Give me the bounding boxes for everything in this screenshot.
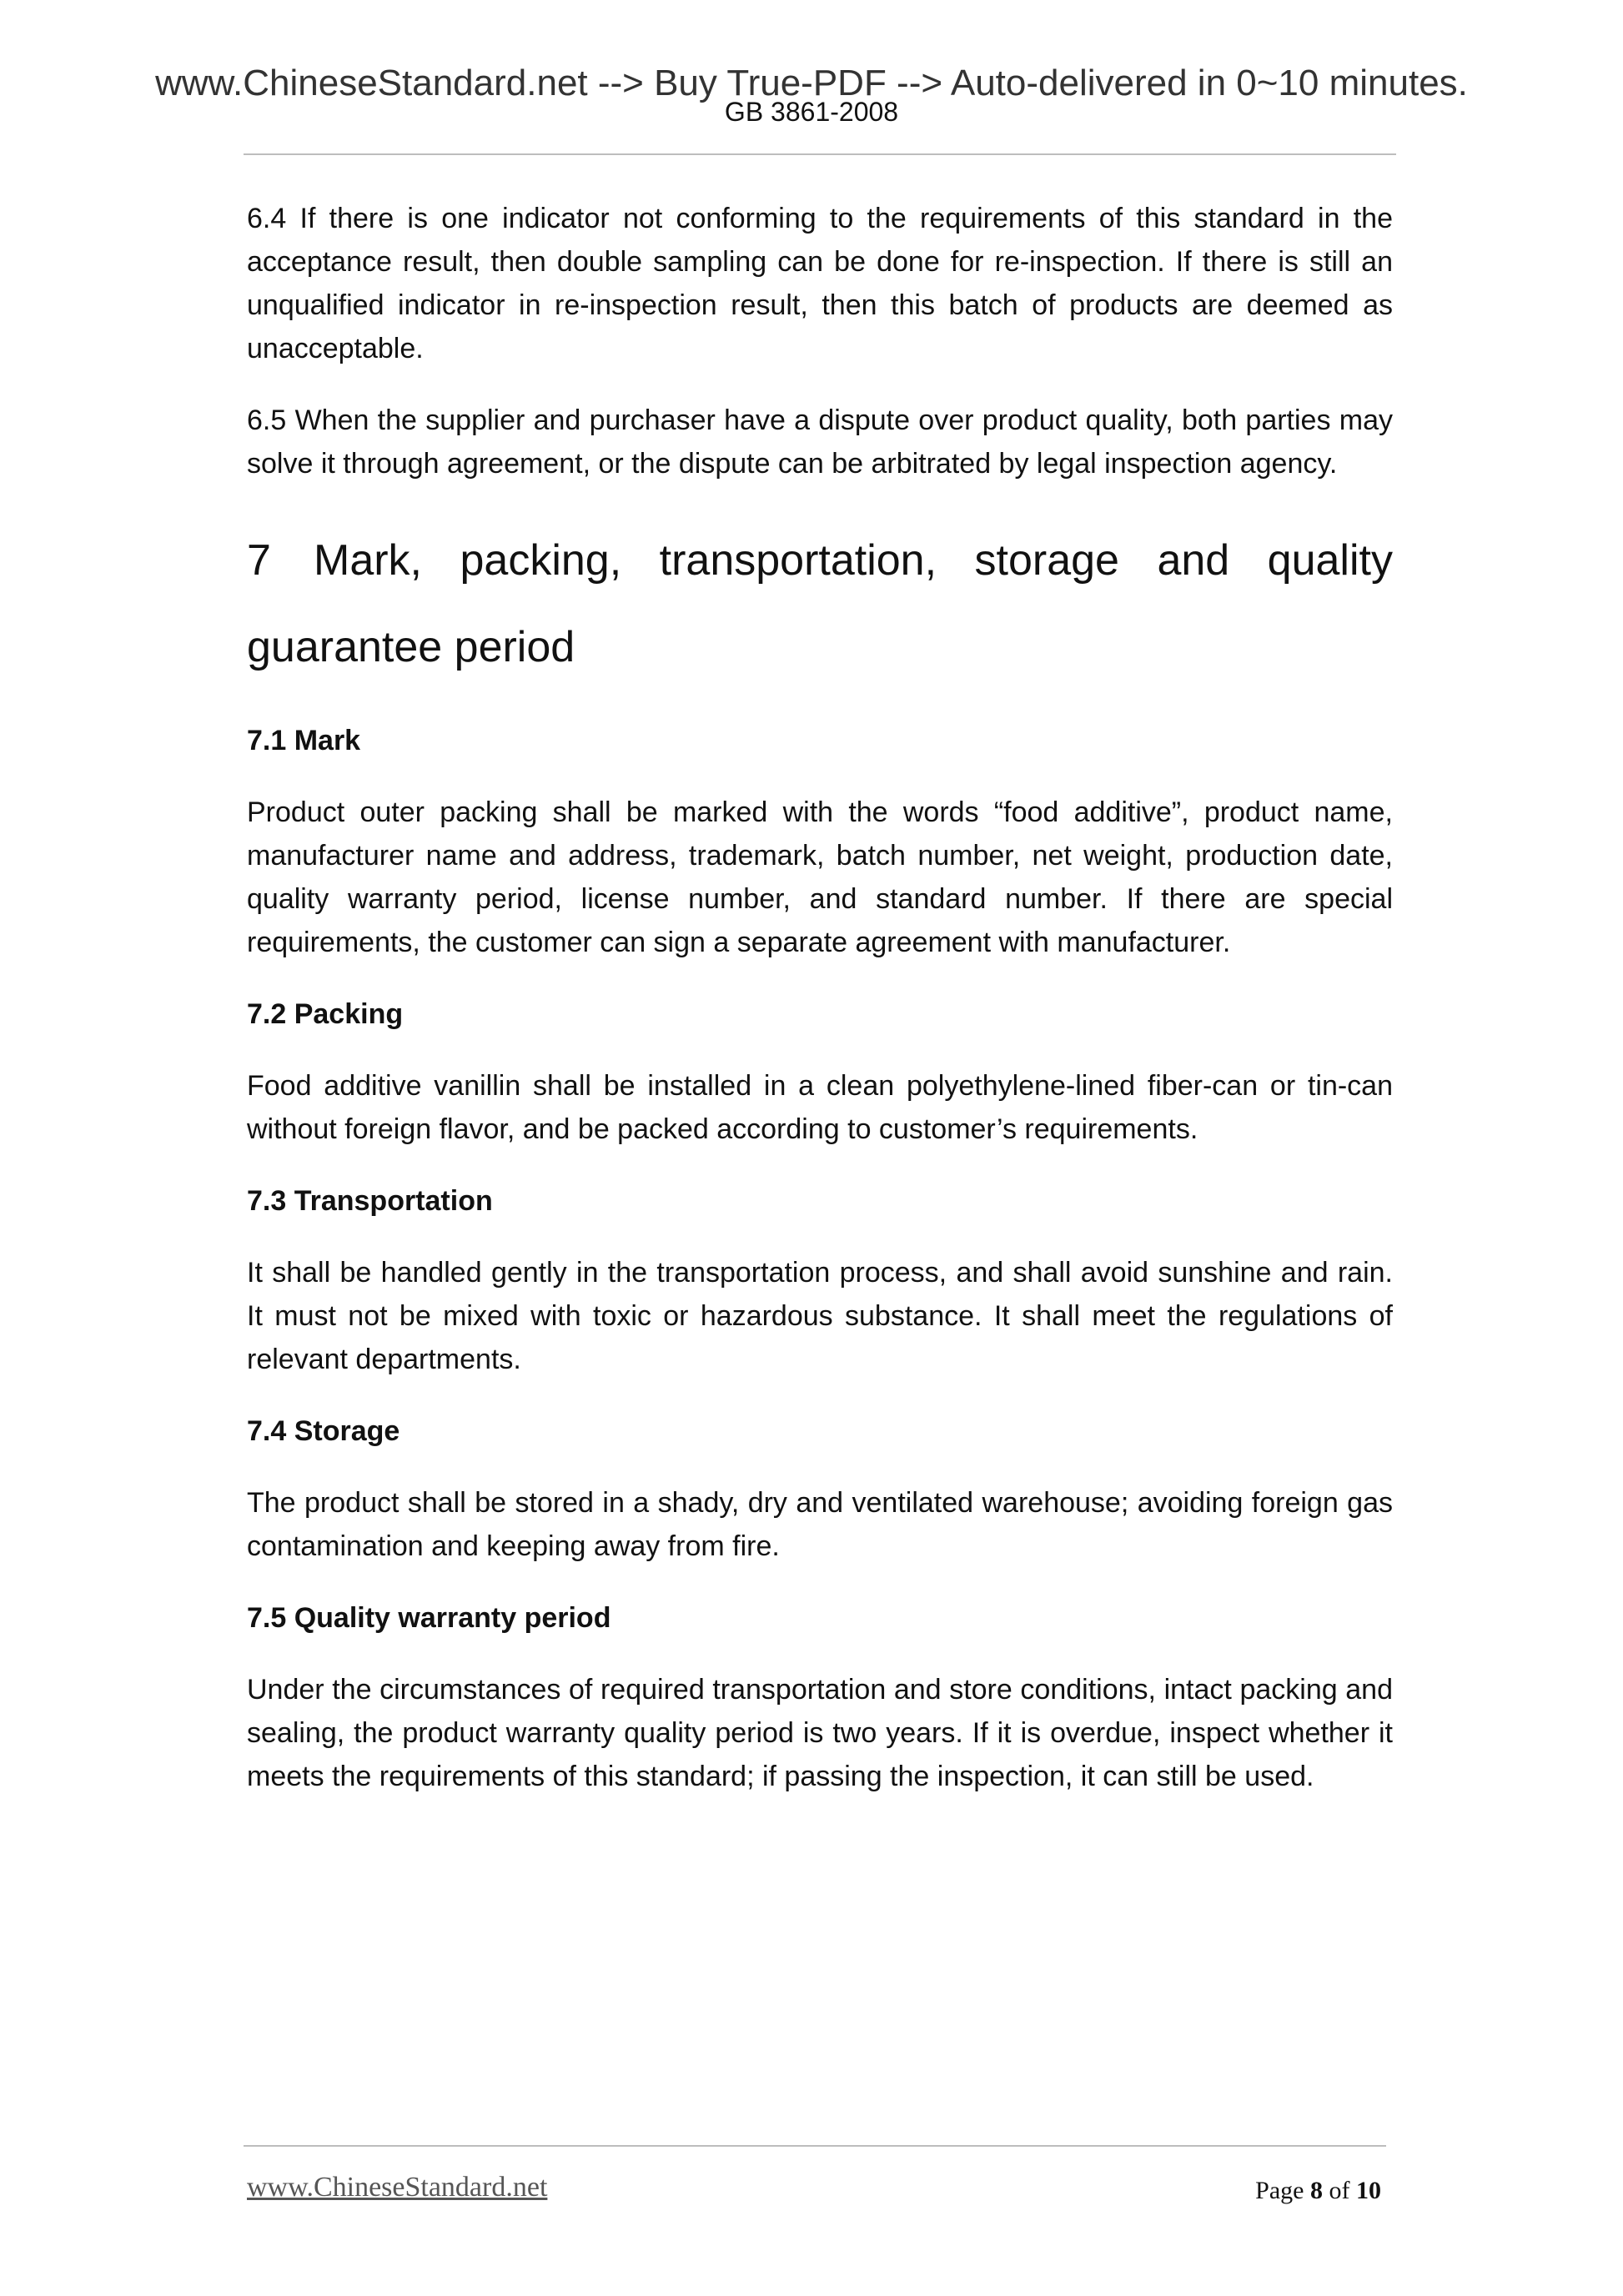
clause-7-5-text: Under the circumstances of required transportation and store conditions, intact packing and sealing, the product warranty quality period is two years. If it is overdue, inspect whether it meets the requirements of this standard; if passing the inspection, it can still be used. (247, 1674, 1393, 1792)
section-7-heading (247, 517, 1393, 691)
clause-7-2-heading: 7.2 Packing (247, 998, 404, 1030)
page-current: 8 (1310, 2177, 1323, 2204)
page-total: 10 (1356, 2177, 1381, 2204)
header-divider (244, 153, 1396, 155)
page-label: Page (1255, 2177, 1304, 2204)
page-content (247, 197, 1393, 1826)
page-of: of (1329, 2177, 1350, 2204)
clause-7-5-heading: 7.5 Quality warranty period (247, 1602, 611, 1634)
clause-6-4: 6.4 If there is one indicator not conforming to the requirements of this standard in the acceptance result, then double sampling can be done for re-inspection. If there is still an unqualified indicator in re-inspection result, then this batch of products are deemed as unacceptable. (247, 203, 1393, 364)
clause-7-4-text: The product shall be stored in a shady, dry and ventilated warehouse; avoiding foreign gas contamination and keeping away from fire. (247, 1487, 1393, 1562)
footer-divider (244, 2145, 1386, 2147)
section-7-title: Mark, packing, transportation, storage and quality guarantee period (247, 536, 1393, 671)
clause-7-3-text: It shall be handled gently in the transportation process, and shall avoid sunshine and rain. It must not be mixed with toxic or hazardous substance. It shall meet the regulations of relevant departments. (247, 1257, 1393, 1375)
page-number (1255, 2177, 1381, 2205)
document-id: GB 3861-2008 (724, 97, 899, 127)
clause-7-2-text: Food additive vanillin shall be installed in a clean polyethylene-lined fiber-can or tin-can without foreign flavor, and be packed according to customer’s requirements. (247, 1070, 1393, 1145)
section-7-number: 7 (247, 536, 271, 585)
header-banner[interactable]: www.ChineseStandard.net --> Buy True-PDF --> Auto-delivered in 0~10 minutes. (155, 63, 1468, 103)
clause-7-3-heading: 7.3 Transportation (247, 1185, 493, 1217)
footer-website-link[interactable]: www.ChineseStandard.net (247, 2172, 548, 2203)
clause-7-1-heading: 7.1 Mark (247, 725, 361, 756)
clause-7-1-text: Product outer packing shall be marked with the words “food additive”, product name, manufacturer name and address, trademark, batch number, net weight, production date, quality warranty period, license number, and standard number. If there are special requirements, the customer can sign a separate agreement with manufacturer. (247, 796, 1393, 958)
clause-6-5: 6.5 When the supplier and purchaser have a dispute over product quality, both parties may solve it through agreement, or the dispute can be arbitrated by legal inspection agency. (247, 404, 1393, 480)
clause-7-4-heading: 7.4 Storage (247, 1415, 400, 1447)
